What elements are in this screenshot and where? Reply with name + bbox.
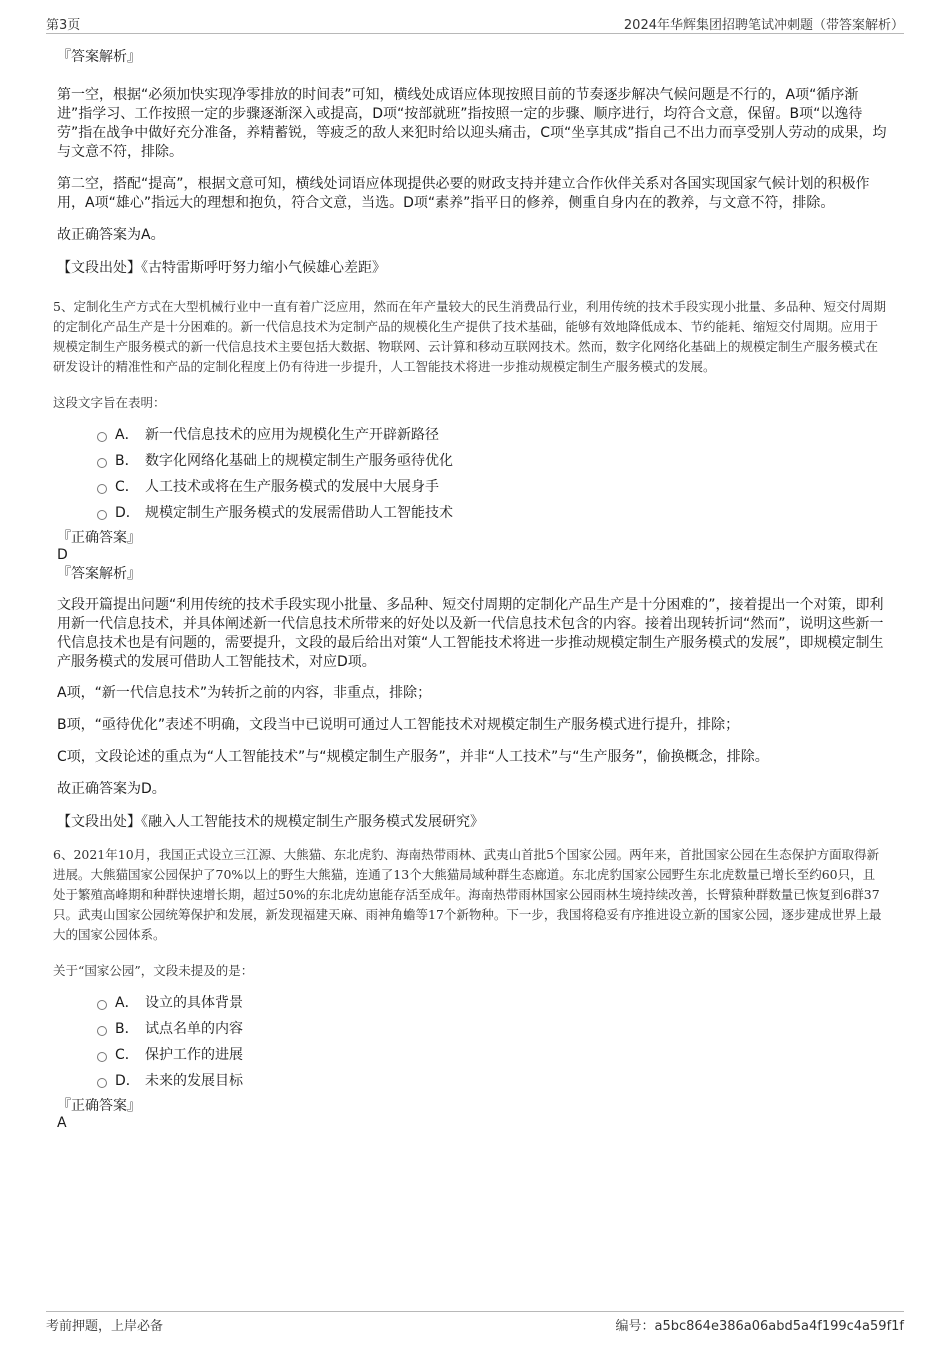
option-letter: A． — [115, 427, 139, 443]
q6-stem: 关于“国家公园”，文段未提及的是： — [53, 963, 254, 978]
radio-icon[interactable] — [97, 458, 107, 468]
q6-passage: 6、2021年10月，我国正式设立三江源、大熊猫、东北虎豹、海南热带雨林、武夷山首批5个国家公园。两年来，首批国家公园在生态保护方面取得新进展。大熊猫国家公园保护了70%以上的野生大熊猫，连通了13个大熊猫局域种群生态廊道。东北虎豹国家公园野生东北虎数量已增长至约60只，且处于繁殖高峰期和种群快速增长期，超过50%的东北虎幼崽能存活至成年。海南热带雨林国家公园雨林生境持续改善，长臂猿种群数量已恢复到6群37只。武夷山国家公园统筹保护和发展，新发现福建天麻、雨神角蟾等17个新物种。下一步，我国将稳妥有序推进设立新的国家公园，逐步建成世界上最大的国家公园体系。 — [53, 847, 882, 942]
q5-source: 【文段出处】《融入人工智能技术的规模定制生产服务模式发展研究》 — [57, 814, 484, 830]
q5-answer: D — [57, 547, 68, 563]
option-text: 未来的发展目标 — [145, 1073, 243, 1089]
q5-conclusion: 故正确答案为D。 — [57, 781, 166, 797]
document-id: 编号：a5bc864e386a06abd5a4f199c4a59f1f — [615, 1319, 904, 1334]
page-number: 第3页 — [46, 18, 81, 33]
q6-answer-label: 『正确答案』 — [57, 1098, 141, 1114]
q5-option-a[interactable] — [97, 426, 887, 452]
option-letter: B． — [115, 1021, 139, 1037]
q5-answer-label: 『正确答案』 — [57, 530, 141, 546]
page-header — [46, 13, 904, 34]
q6-answer: A — [57, 1115, 67, 1131]
q5-option-c[interactable] — [97, 478, 887, 504]
q6-option-a[interactable] — [97, 994, 887, 1020]
option-letter: D． — [115, 505, 140, 521]
q5-options — [97, 426, 887, 530]
radio-icon[interactable] — [97, 484, 107, 494]
q4-analysis-label: 『答案解析』 — [57, 49, 141, 65]
document-title: 2024年华辉集团招聘笔试冲刺题（带答案解析） — [623, 18, 904, 33]
q4-analysis-paragraph-2: 第二空，搭配“提高”，根据文意可知，横线处词语应体现提供必要的财政支持并建立合作伙伴关系对各国实现国家气候计划的积极作用，A项“雄心”指远大的理想和抱负，符合文意，当选。D项“素养”指平日的修养，侧重自身内在的教养，与文意不符，排除。 — [57, 176, 870, 211]
option-text: 设立的具体背景 — [145, 995, 243, 1011]
q5-analysis-label: 『答案解析』 — [57, 566, 141, 582]
q5-option-d[interactable] — [97, 504, 887, 530]
radio-icon[interactable] — [97, 432, 107, 442]
footer-slogan: 考前押题，上岸必备 — [46, 1319, 164, 1334]
option-text: 规模定制生产服务模式的发展需借助人工智能技术 — [145, 505, 453, 521]
q4-source: 【文段出处】《古特雷斯呼吁努力缩小气候雄心差距》 — [57, 260, 386, 276]
q5-analysis-paragraph-2: A项，“新一代信息技术”为转折之前的内容，非重点，排除； — [57, 685, 432, 701]
radio-icon[interactable] — [97, 1078, 107, 1088]
option-text: 新一代信息技术的应用为规模化生产开辟新路径 — [145, 427, 439, 443]
page-footer — [46, 1311, 904, 1334]
q6-option-c[interactable] — [97, 1046, 887, 1072]
page-content — [53, 44, 887, 1132]
option-text: 人工技术或将在生产服务模式的发展中大展身手 — [145, 479, 439, 495]
q4-analysis-paragraph-1: 第一空，根据“必须加快实现净零排放的时间表”可知，横线处成语应体现按照目前的节奏逐步解决气候问题是不行的，A项“循序渐进”指学习、工作按照一定的步骤逐渐深入或提高，D项“按部就班”指按照一定的步骤、顺序进行，均符合文意，保留。B项“以逸待劳”指在战争中做好充分准备，养精蓄锐，等疲乏的敌人来犯时给以迎头痛击，C项“坐享其成”指自己不出力而享受别人劳动的成果，均与文意不符，排除。 — [57, 87, 887, 160]
radio-icon[interactable] — [97, 1026, 107, 1036]
q6-option-d[interactable] — [97, 1072, 887, 1098]
q5-analysis-paragraph-1: 文段开篇提出问题“利用传统的技术手段实现小批量、多品种、短交付周期的定制化产品生产是十分困难的”，接着提出一个对策，即利用新一代信息技术，并具体阐述新一代信息技术所带来的好处以及新一代信息技术包含的内容。接着出现转折词“然而”，说明这些新一代信息技术也是有问题的，需要提升，文段的最后给出对策“人工智能技术将进一步推动规模定制生产服务模式的发展”，即规模定制生产服务模式的发展可借助人工智能技术，对应D项。 — [57, 597, 884, 670]
option-letter: A． — [115, 995, 139, 1011]
q5-analysis-paragraph-3: B项，“亟待优化”表述不明确，文段当中已说明可通过人工智能技术对规模定制生产服务模式进行提升，排除； — [57, 717, 740, 733]
option-letter: B． — [115, 453, 139, 469]
q5-option-b[interactable] — [97, 452, 887, 478]
radio-icon[interactable] — [97, 1000, 107, 1010]
option-text: 保护工作的进展 — [145, 1047, 243, 1063]
option-letter: C． — [115, 479, 139, 495]
option-letter: C． — [115, 1047, 139, 1063]
q5-passage: 5、定制化生产方式在大型机械行业中一直有着广泛应用，然而在年产量较大的民生消费品行业，利用传统的技术手段实现小批量、多品种、短交付周期的定制化产品生产是十分困难的。新一代信息技术为定制产品的规模化生产提供了技术基础，能够有效地降低成本、节约能耗、缩短交付周期。应用于规模定制生产服务模式的新一代信息技术主要包括大数据、物联网、云计算和移动互联网技术。然而，数字化网络化基础上的规模定制生产服务模式在研发设计的精准性和产品的定制化程度上仍有待进一步提升，人工智能技术将进一步推动规模定制生产服务模式的发展。 — [53, 299, 886, 374]
option-text: 数字化网络化基础上的规模定制生产服务亟待优化 — [145, 453, 453, 469]
q6-options — [97, 994, 887, 1098]
radio-icon[interactable] — [97, 510, 107, 520]
radio-icon[interactable] — [97, 1052, 107, 1062]
q6-option-b[interactable] — [97, 1020, 887, 1046]
q5-analysis-paragraph-4: C项，文段论述的重点为“人工智能技术”与“规模定制生产服务”，并非“人工技术”与“生产服务”，偷换概念，排除。 — [57, 749, 769, 765]
option-letter: D． — [115, 1073, 140, 1089]
q5-stem: 这段文字旨在表明： — [53, 395, 166, 410]
q4-conclusion: 故正确答案为A。 — [57, 227, 165, 243]
option-text: 试点名单的内容 — [145, 1021, 243, 1037]
